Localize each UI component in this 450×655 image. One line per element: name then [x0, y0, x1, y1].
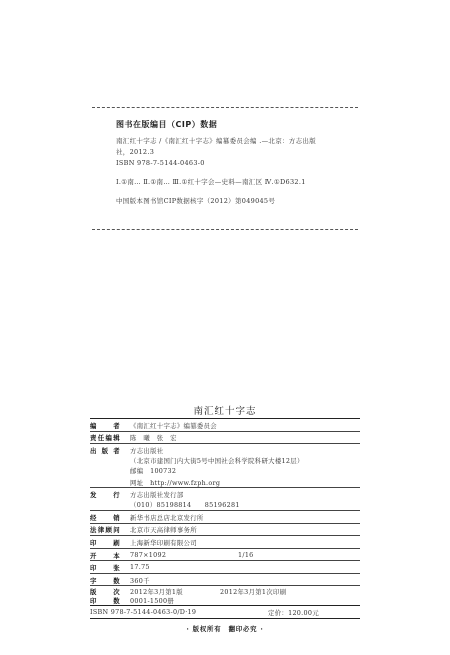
- distributor-phone: （010）85198814 85196281: [130, 501, 240, 509]
- row-value: 陈 曦 张 宏: [130, 434, 177, 442]
- publisher-address: （北京市建国门内大街5号中国社会科学院科研大楼12层）: [130, 457, 304, 465]
- cip-top-dashed-line: [92, 107, 358, 108]
- publisher-postcode: 邮编 100732: [130, 467, 177, 475]
- book-isbn: ISBN 978-7-5144-0463-0/D·19: [90, 608, 197, 616]
- row-label: 字 数: [90, 577, 120, 585]
- copyright-notice: · 版权所有 翻印必究 ·: [186, 625, 264, 633]
- colophon-top-rule: [90, 418, 360, 419]
- row-divider: [90, 573, 360, 574]
- row-value: 17.75: [130, 563, 150, 571]
- row-label: 经 销: [90, 514, 120, 522]
- row-label: 印 数: [90, 597, 120, 605]
- row-divider: [90, 487, 360, 488]
- row-label: 法律顾问: [90, 526, 120, 534]
- row-value: 北京市天高律师事务所: [130, 526, 197, 534]
- row-label: 印 刷: [90, 539, 120, 547]
- cip-title: 图书在版编目（CIP）数据: [116, 120, 218, 129]
- row-label: 印 张: [90, 564, 120, 572]
- cip-record-line: 南汇红十字志 /《南汇红十字志》编纂委员会编 .—北京：方志出版: [116, 137, 316, 145]
- row-label: 编 者: [90, 422, 120, 430]
- cip-classification: Ⅰ.①南… Ⅱ.①南… Ⅲ.①红十字会—史料—南汇区 Ⅳ.①D632.1: [116, 178, 306, 186]
- row-label: 开 本: [90, 552, 120, 560]
- row-value: 新华书店总店北京发行所: [130, 514, 204, 522]
- row-divider: [90, 535, 360, 536]
- row-value-secondary: 2012年3月第1次印刷: [220, 588, 287, 596]
- cip-record: [116, 136, 356, 207]
- row-value: 0001-1500册: [130, 597, 175, 605]
- row-divider: [90, 510, 360, 511]
- colophon-bottom-rule: [90, 618, 360, 619]
- row-label: 发 行: [90, 491, 120, 499]
- row-divider: [90, 548, 360, 549]
- row-label: 出版者: [90, 447, 120, 455]
- row-divider: [90, 523, 360, 524]
- row-divider: [90, 560, 360, 561]
- cip-record-line: 社，2012.3: [116, 148, 155, 156]
- cip-isbn: ISBN 978-7-5144-0463-0: [116, 159, 205, 167]
- book-title: 南汇红十字志: [193, 406, 257, 417]
- publisher-website: 网址 http://www.fzph.org: [130, 479, 221, 487]
- cip-bottom-dashed-line: [92, 229, 358, 230]
- row-value: 2012年3月第1版: [130, 588, 183, 596]
- row-value: 《南汇红十字志》编纂委员会: [130, 422, 217, 430]
- cip-approval-number: 中国版本图书馆CIP数据核字（2012）第049045号: [116, 197, 276, 205]
- row-value-secondary: 1/16: [238, 551, 254, 559]
- row-divider: [90, 443, 360, 444]
- row-value: 787×1092: [130, 551, 167, 559]
- row-divider: [90, 585, 360, 586]
- row-divider: [90, 431, 360, 432]
- row-value: 上海新华印刷有限公司: [130, 539, 197, 547]
- row-label: 版 次: [90, 588, 120, 596]
- colophon-isbn-rule: [90, 605, 360, 606]
- publisher-name: 方志出版社: [130, 447, 164, 455]
- row-value: 360千: [130, 577, 150, 585]
- book-price: 定价：120.00元: [268, 609, 319, 617]
- distributor-name: 方志出版社发行部: [130, 491, 184, 499]
- row-label: 责任编辑: [90, 434, 120, 442]
